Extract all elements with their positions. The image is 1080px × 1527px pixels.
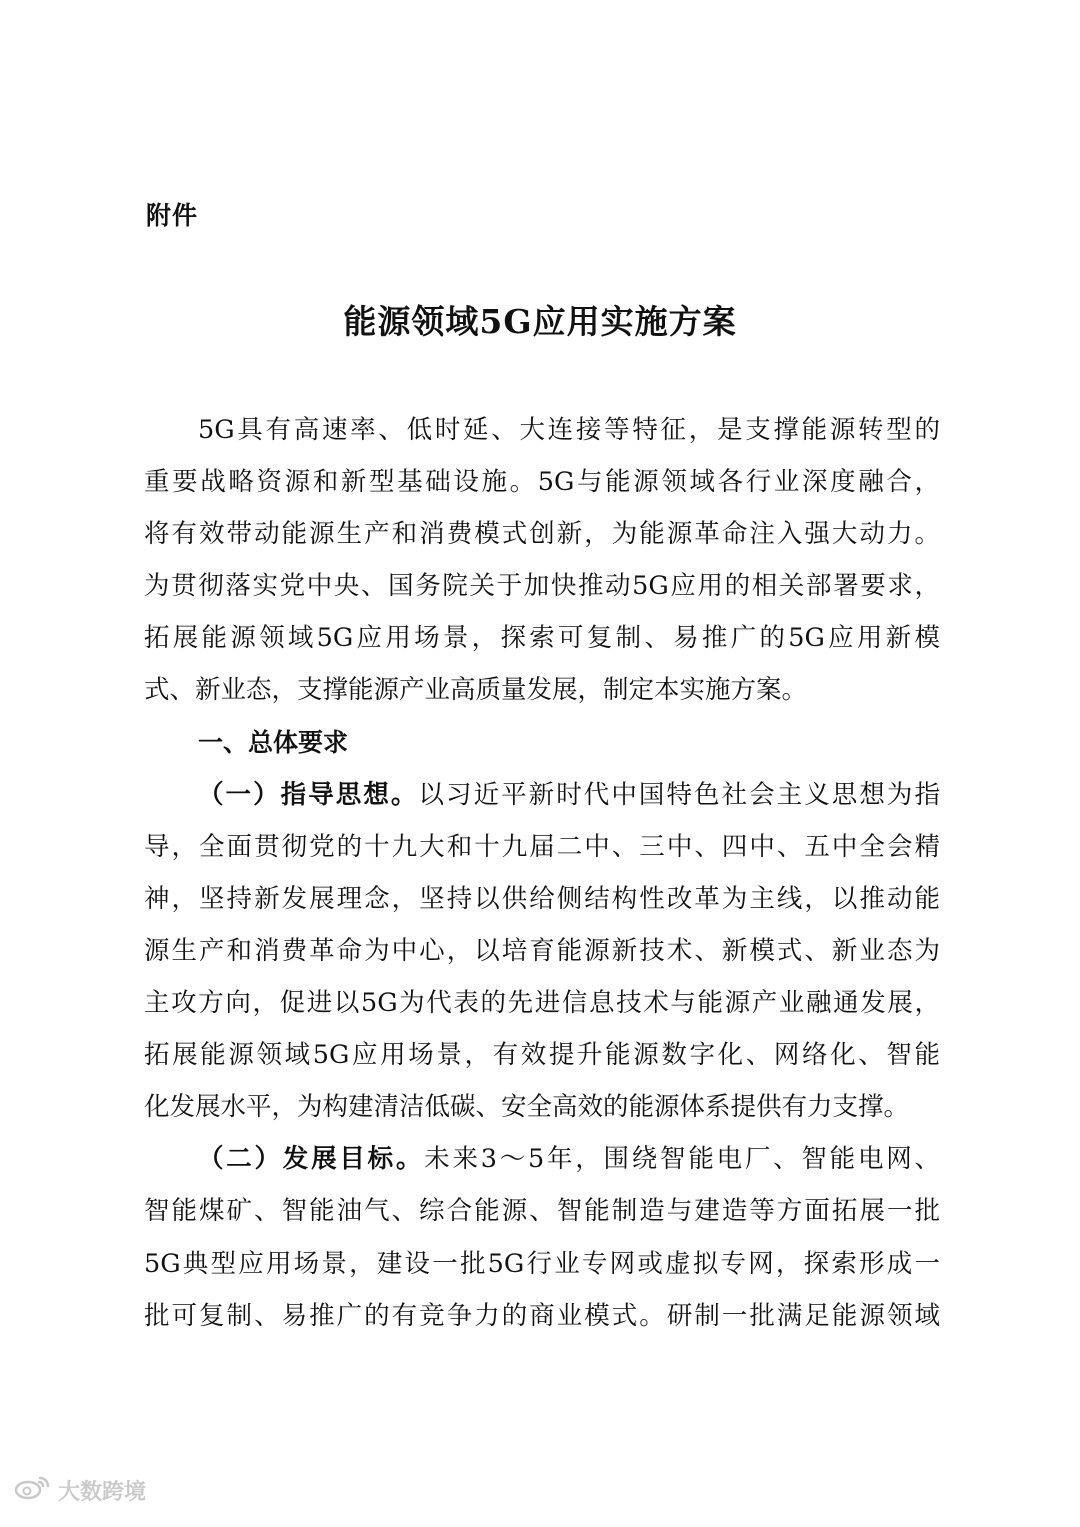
weibo-icon (14, 1474, 52, 1506)
guiding-line: 神，坚持新发展理念，坚持以供给侧结构性改革为主线，以推动能 (144, 883, 940, 914)
guiding-first-rest: 以习近平新时代中国特色社会主义思想为指 (418, 779, 940, 810)
intro-line: 5G具有高速率、低时延、大连接等特征，是支撑能源转型的 (198, 415, 940, 445)
goals-line: 批可复制、易推广的有竞争力的商业模式。研制一批满足能源领域 (144, 1300, 940, 1331)
section-heading: 一、总体要求 (198, 727, 349, 757)
intro-line: 为贯彻落实党中央、国务院关于加快推动5G应用的相关部署要求， (144, 571, 940, 602)
guiding-line-first (144, 769, 940, 821)
watermark-text: 大数跨境 (58, 1479, 147, 1505)
goals-label: （二）发展目标。 (198, 1144, 425, 1175)
guiding-line: 拓展能源领域5G应用场景，有效提升能源数字化、网络化、智能 (144, 1040, 940, 1071)
intro-line: 拓展能源领域5G应用场景，探索可复制、易推广的5G应用新模 (144, 623, 940, 654)
goals-line: 智能煤矿、智能油气、综合能源、智能制造与建造等方面拓展一批 (144, 1196, 940, 1227)
goals-line-first (144, 1133, 940, 1185)
guiding-line: 源生产和消费革命为中心，以培育能源新技术、新模式、新业态为 (144, 935, 940, 966)
guiding-line: 主攻方向，促进以5G为代表的先进信息技术与能源产业融通发展， (144, 988, 940, 1019)
document-body (144, 404, 940, 1342)
guiding-line: 导，全面贯彻党的十九大和十九届二中、三中、四中、五中全会精 (144, 831, 940, 862)
intro-line: 将有效带动能源生产和消费模式创新，为能源革命注入强大动力。 (144, 519, 940, 550)
goals-first-rest: 未来3～5年，围绕智能电厂、智能电网、 (424, 1144, 940, 1175)
intro-line: 重要战略资源和新型基础设施。5G与能源领域各行业深度融合， (144, 467, 940, 498)
intro-line: 式、新业态，支撑能源产业高质量发展，制定本实施方案。 (144, 675, 808, 706)
guiding-line: 化发展水平，为构建清洁低碳、安全高效的能源体系提供有力支撑。 (144, 1092, 910, 1123)
watermark (14, 1474, 146, 1506)
attachment-label: 附件 (146, 201, 199, 230)
document-title: 能源领域5G应用实施方案 (343, 302, 737, 341)
goals-line: 5G典型应用场景，建设一批5G行业专网或虚拟专网，探索形成一 (144, 1248, 940, 1279)
guiding-label: （一）指导思想。 (198, 779, 419, 810)
